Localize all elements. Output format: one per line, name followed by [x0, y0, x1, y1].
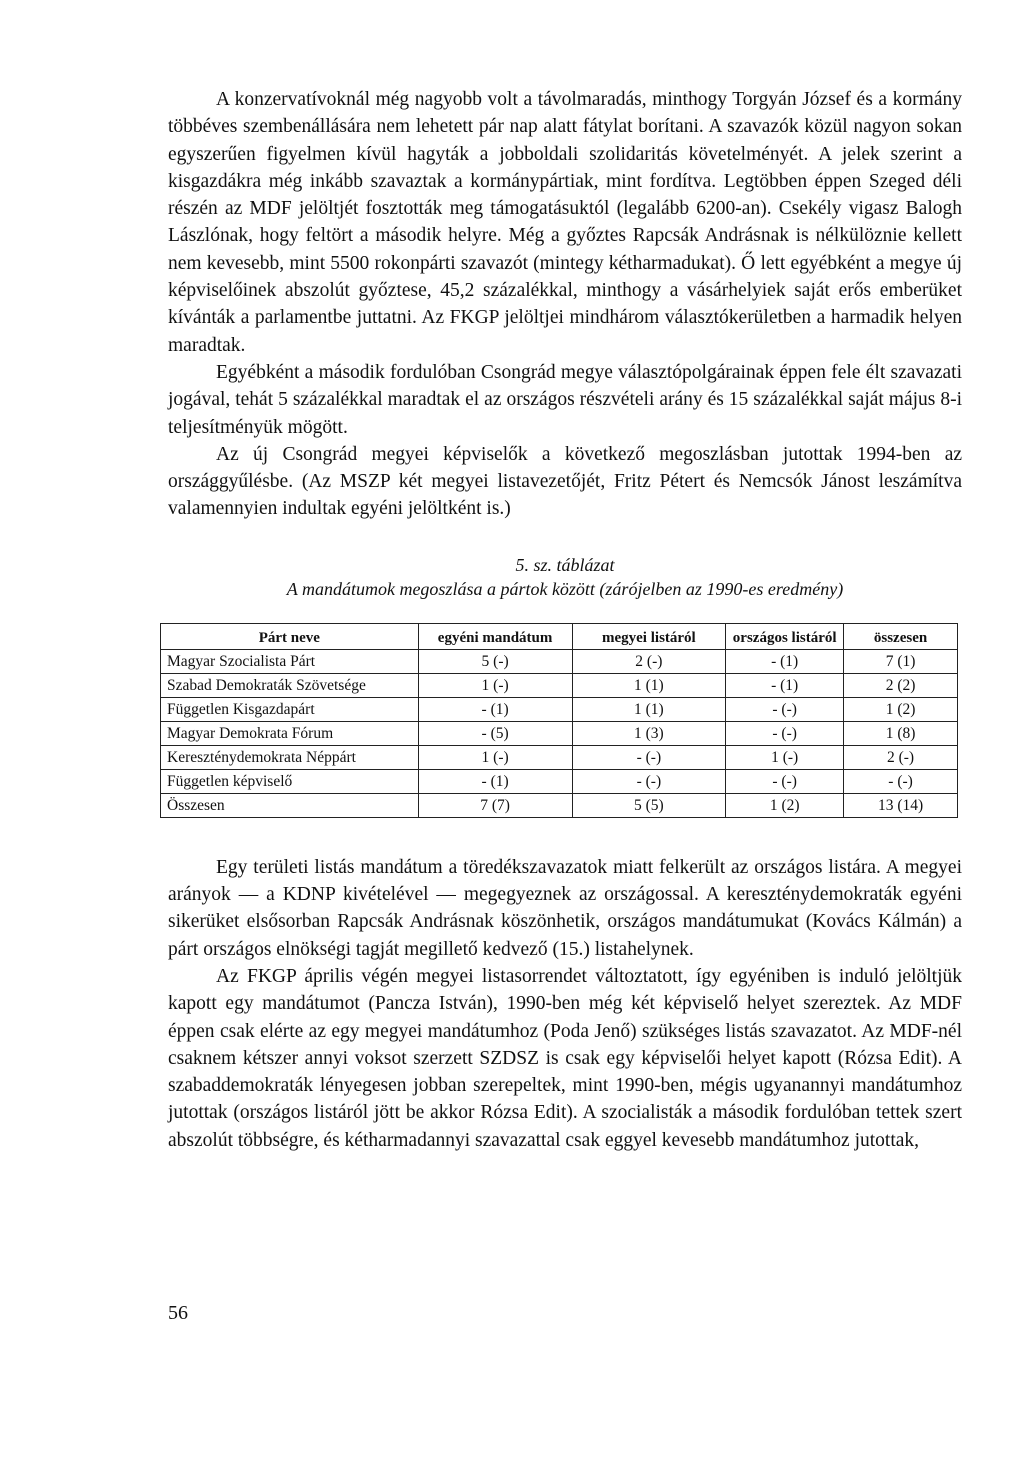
header-county-list: megyei listáról [572, 623, 726, 649]
individual-mandate: - (5) [418, 721, 572, 745]
individual-mandate: - (1) [418, 697, 572, 721]
header-total: összesen [844, 623, 958, 649]
total-mandate: 2 (-) [844, 745, 958, 769]
paragraph-2: Egyébként a második fordulóban Csongrád megye választópolgárainak éppen fele élt szavazati jogával, tehát 5 százalékkal maradtak el az országos részvételi arány és 15 százalékkal saját május 8-i teljesítményük mögött. [168, 361, 962, 438]
national-list-mandate: 1 (-) [726, 745, 844, 769]
national-list-mandate: - (1) [726, 673, 844, 697]
total-mandate: 1 (8) [844, 721, 958, 745]
total-mandate: 7 (1) [844, 649, 958, 673]
header-national-list: országos listáról [726, 623, 844, 649]
individual-mandate: 1 (-) [418, 745, 572, 769]
table-row [161, 721, 958, 745]
individual-mandate: 7 (7) [418, 793, 572, 817]
county-list-mandate: 2 (-) [572, 649, 726, 673]
header-party-name: Párt neve [161, 623, 419, 649]
county-list-mandate: 1 (3) [572, 721, 726, 745]
table-row [161, 697, 958, 721]
paragraph-4: Egy területi listás mandátum a töredékszavazatok miatt felkerült az országos listára. A megyei arányok — a KDNP kivételével — megegyeznek az országossal. A kereszténydemokraták egyéni sikerüket elsősorban Rapcsák Andrásnak köszönhetik, országos mandátumukat (Kovács Kálmán) a párt országos elnökségi tagját megillető kedvező (15.) listahelynek. [168, 856, 962, 960]
county-list-mandate: 1 (1) [572, 673, 726, 697]
total-mandate: - (-) [844, 769, 958, 793]
paragraph-3: Az új Csongrád megyei képviselők a következő megoszlásban jutottak 1994-ben az országgyűlésbe. (Az MSZP két megyei listavezetőjét, Fritz Pétert és Nemcsók Jánost leszámítva valamennyien indultak egyéni jelöltként is.) [168, 443, 962, 520]
county-list-mandate: 5 (5) [572, 793, 726, 817]
national-list-mandate: - (-) [726, 769, 844, 793]
party-name: Összesen [161, 793, 419, 817]
page-content [168, 86, 962, 1154]
table-row [161, 745, 958, 769]
national-list-mandate: - (-) [726, 721, 844, 745]
party-name: Független képviselő [161, 769, 419, 793]
table-row [161, 649, 958, 673]
party-name: Magyar Szocialista Párt [161, 649, 419, 673]
total-mandate: 1 (2) [844, 697, 958, 721]
individual-mandate: - (1) [418, 769, 572, 793]
national-list-mandate: 1 (2) [726, 793, 844, 817]
national-list-mandate: - (-) [726, 697, 844, 721]
county-list-mandate: - (-) [572, 769, 726, 793]
county-list-mandate: 1 (1) [572, 697, 726, 721]
table-title: A mandátumok megoszlása a pártok között (zárójelben az 1990-es eredmény) [286, 578, 844, 599]
table-row [161, 769, 958, 793]
party-name: Kereszténydemokrata Néppárt [161, 745, 419, 769]
paragraph-1: A konzervatívoknál még nagyobb volt a távolmaradás, minthogy Torgyán József és a kormány többéves szembenállására nem lehetett pár nap alatt fátylat borítani. A szavazók közül nagyon sokan egyszerűen figyelmen kívül hagyták a jobboldali szolidaritás követelményét. A jelek szerint a kisgazdákra még inkább szavaztak a kormánypártiak, mint fordítva. Legtöbben éppen Szeged déli részén az MDF jelöltjét fosztották meg támogatásuktól (legalább 6200-an). Csekély vigasz Balogh Lászlónak, hogy feltört a második helyre. Még a győztes Rapcsák Andrásnak is nélkülöznie kellett nem kevesebb, mint 5500 rokonpárti szavazót (mintegy kétharmadukat). Ő lett egyébként a megye új képviselőinek abszolút győztese, 45,2 százalékkal, minthogy a vásárhelyiek saját erős emberüket kívánták a parlamentbe juttatni. Az FKGP jelöltjei mindhárom választókerületben a harmadik helyen maradtak. [168, 89, 962, 356]
national-list-mandate: - (1) [726, 649, 844, 673]
mandates-table [160, 623, 958, 818]
header-individual-mandate: egyéni mandátum [418, 623, 572, 649]
table-row-total [161, 793, 958, 817]
party-name: Független Kisgazdapárt [161, 697, 419, 721]
party-name: Szabad Demokraták Szövetsége [161, 673, 419, 697]
page-number: 56 [168, 1302, 188, 1324]
table-number: 5. sz. táblázat [515, 554, 615, 575]
party-name: Magyar Demokrata Fórum [161, 721, 419, 745]
individual-mandate: 5 (-) [418, 649, 572, 673]
table-header-row [161, 623, 958, 649]
individual-mandate: 1 (-) [418, 673, 572, 697]
paragraph-5: Az FKGP április végén megyei listasorrendet változtatott, így egyéniben is induló jelöltjük kapott egy mandátumot (Pancza István), 1990-ben még két képviselő helyet szereztek. Az MDF éppen csak elérte az egy megyei mandátumhoz (Poda Jenő) szükséges listás szavazatot. Az MDF-nél csaknem kétszer annyi voksot szerzett SZDSZ is csak egy képviselői helyet kapott (Rózsa Edit). A szabaddemokraták lényegesen jobban szerepeltek, mint 1990-ben, mégis ugyanannyi mandátumhoz jutottak (országos listáról jött be akkor Rózsa Edit). A szocialisták a második fordulóban tettek szert abszolút többségre, és kétharmadannyi szavazattal csak eggyel kevesebb mandátumhoz jutottak, [168, 965, 962, 1151]
county-list-mandate: - (-) [572, 745, 726, 769]
total-mandate: 13 (14) [844, 793, 958, 817]
table-row [161, 673, 958, 697]
total-mandate: 2 (2) [844, 673, 958, 697]
